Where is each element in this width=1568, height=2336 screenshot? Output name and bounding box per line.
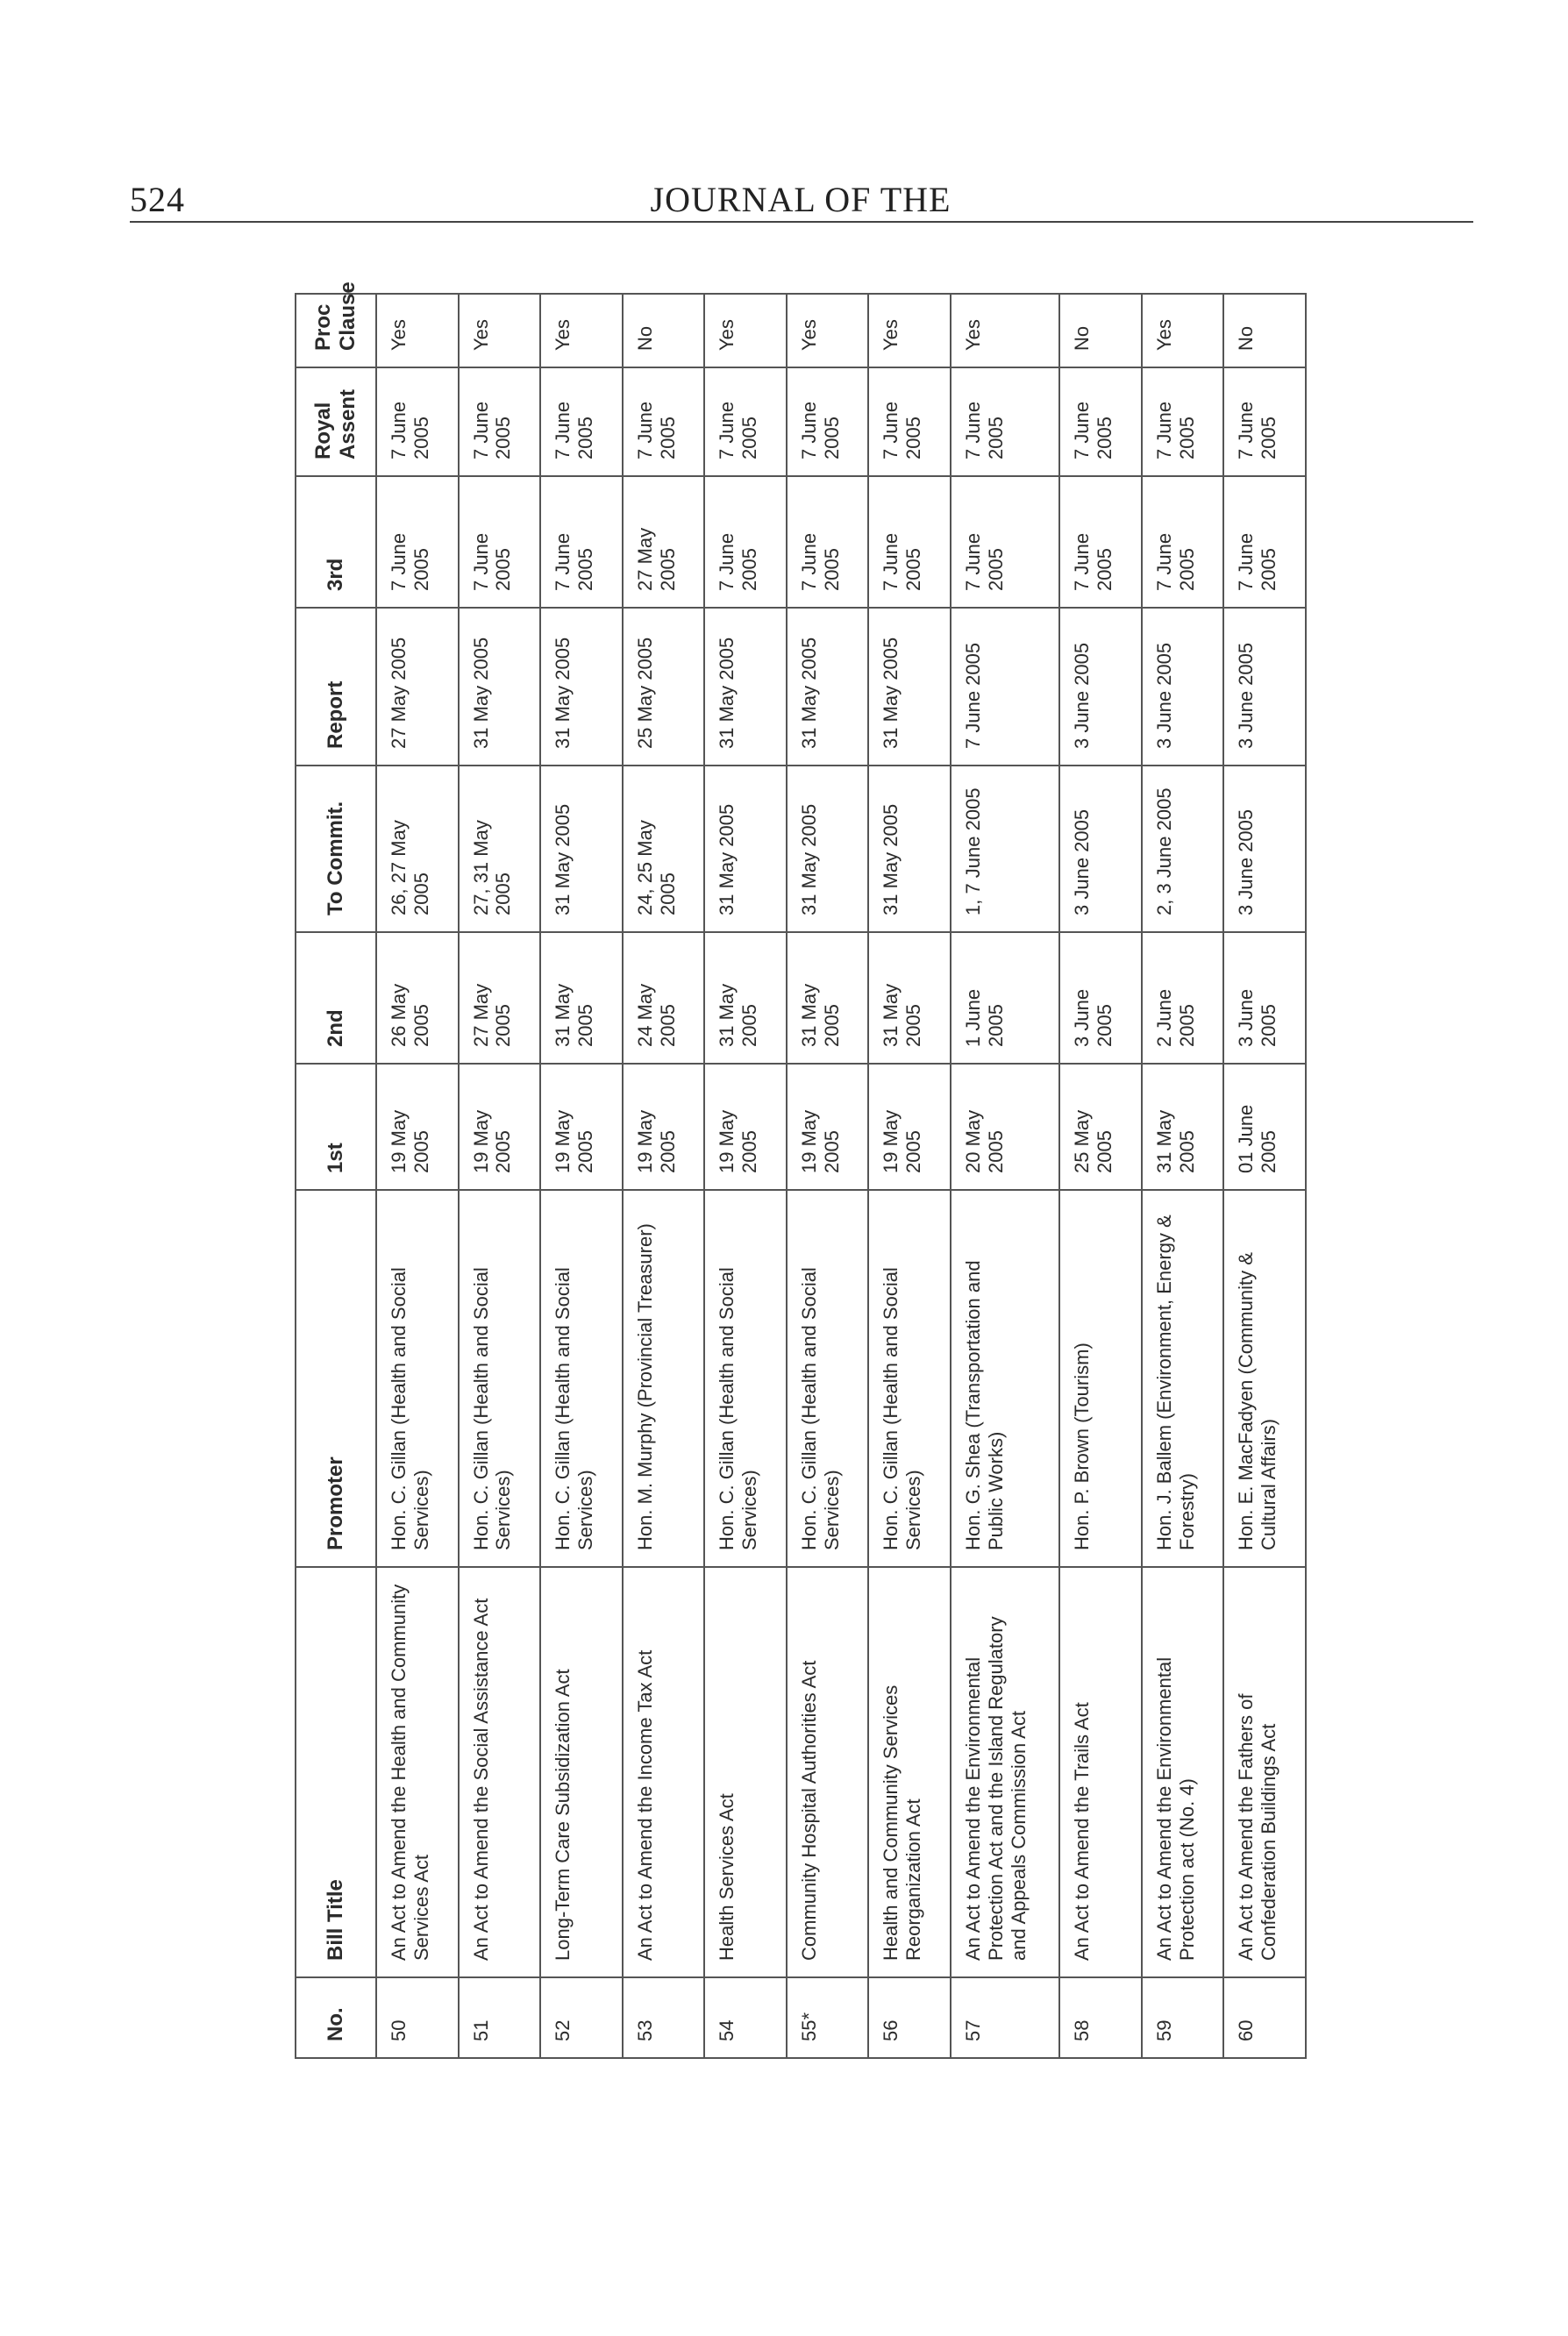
cell-royal-assent: 7 June 2005 [623,367,705,476]
cell-first: 25 May 2005 [1059,1064,1142,1190]
col-header-promoter: Promoter [296,1190,376,1567]
cell-promoter: Hon. C. Gillan (Health and Social Services) [540,1190,623,1567]
cell-report: 3 June 2005 [1059,608,1142,766]
cell-third: 7 June 2005 [787,476,869,608]
cell-second: 31 May 2005 [540,932,623,1064]
col-header-royal-assent: Royal Assent [296,367,376,476]
col-header-proc-clause: Proc Clause [296,294,376,367]
table-row [459,294,541,2058]
cell-report: 3 June 2005 [1142,608,1224,766]
cell-royal-assent: 7 June 2005 [1223,367,1306,476]
table-row [376,294,459,2058]
table-row [1142,294,1224,2058]
cell-proc-clause: Yes [540,294,623,367]
cell-third: 7 June 2005 [868,476,951,608]
cell-first: 19 May 2005 [540,1064,623,1190]
cell-report: 7 June 2005 [951,608,1060,766]
col-header-to-commit: To Commit. [296,766,376,932]
cell-first: 01 June 2005 [1223,1064,1306,1190]
table-header-row [296,294,376,2058]
cell-to-commit: 31 May 2005 [868,766,951,932]
cell-bill-title: An Act to Amend the Social Assistance Act [459,1567,541,1977]
cell-to-commit: 31 May 2005 [787,766,869,932]
cell-to-commit: 3 June 2005 [1059,766,1142,932]
cell-second: 31 May 2005 [704,932,787,1064]
cell-no: 57 [951,1977,1060,2058]
cell-promoter: Hon. C. Gillan (Health and Social Services) [704,1190,787,1567]
cell-report: 3 June 2005 [1223,608,1306,766]
cell-third: 7 June 2005 [1142,476,1224,608]
cell-royal-assent: 7 June 2005 [951,367,1060,476]
cell-report: 31 May 2005 [704,608,787,766]
cell-no: 52 [540,1977,623,2058]
cell-to-commit: 1, 7 June 2005 [951,766,1060,932]
cell-proc-clause: Yes [704,294,787,367]
cell-bill-title: Health Services Act [704,1567,787,1977]
cell-third: 7 June 2005 [376,476,459,608]
cell-second: 27 May 2005 [459,932,541,1064]
cell-no: 58 [1059,1977,1142,2058]
cell-royal-assent: 7 June 2005 [787,367,869,476]
cell-report: 27 May 2005 [376,608,459,766]
cell-report: 25 May 2005 [623,608,705,766]
page-number: 524 [130,180,185,219]
table-row [951,294,1060,2058]
cell-third: 7 June 2005 [951,476,1060,608]
cell-report: 31 May 2005 [459,608,541,766]
cell-royal-assent: 7 June 2005 [1142,367,1224,476]
bills-table-container [295,281,1307,2059]
table-row [787,294,869,2058]
cell-no: 54 [704,1977,787,2058]
header-rule [130,221,1473,223]
cell-to-commit: 24, 25 May 2005 [623,766,705,932]
table-row [540,294,623,2058]
cell-to-commit: 31 May 2005 [704,766,787,932]
cell-bill-title: An Act to Amend the Environmental Protection Act and the Island Regulatory and Appeals Commission Act [951,1567,1060,1977]
journal-title: JOURNAL OF THE [650,180,951,219]
cell-proc-clause: Yes [787,294,869,367]
cell-second: 1 June 2005 [951,932,1060,1064]
cell-promoter: Hon. J. Ballem (Environment, Energy & Forestry) [1142,1190,1224,1567]
cell-royal-assent: 7 June 2005 [868,367,951,476]
table-row [623,294,705,2058]
cell-third: 27 May 2005 [623,476,705,608]
cell-bill-title: An Act to Amend the Trails Act [1059,1567,1142,1977]
cell-royal-assent: 7 June 2005 [704,367,787,476]
cell-first: 19 May 2005 [868,1064,951,1190]
cell-promoter: Hon. E. MacFadyen (Community & Cultural Affairs) [1223,1190,1306,1567]
table-row [1223,294,1306,2058]
cell-proc-clause: Yes [459,294,541,367]
col-header-second: 2nd [296,932,376,1064]
table-row [704,294,787,2058]
cell-bill-title: Health and Community Services Reorganization Act [868,1567,951,1977]
cell-to-commit: 3 June 2005 [1223,766,1306,932]
col-header-first: 1st [296,1064,376,1190]
cell-bill-title: Long-Term Care Subsidization Act [540,1567,623,1977]
cell-no: 59 [1142,1977,1224,2058]
cell-second: 31 May 2005 [868,932,951,1064]
cell-second: 24 May 2005 [623,932,705,1064]
cell-to-commit: 26, 27 May 2005 [376,766,459,932]
cell-report: 31 May 2005 [868,608,951,766]
cell-royal-assent: 7 June 2005 [540,367,623,476]
cell-first: 19 May 2005 [787,1064,869,1190]
cell-no: 53 [623,1977,705,2058]
cell-proc-clause: No [1223,294,1306,367]
cell-bill-title: An Act to Amend the Fathers of Confederation Buildings Act [1223,1567,1306,1977]
cell-no: 51 [459,1977,541,2058]
cell-proc-clause: No [1059,294,1142,367]
table-row [868,294,951,2058]
cell-no: 56 [868,1977,951,2058]
cell-promoter: Hon. G. Shea (Transportation and Public Works) [951,1190,1060,1567]
cell-third: 7 June 2005 [540,476,623,608]
cell-first: 19 May 2005 [704,1064,787,1190]
cell-first: 19 May 2005 [459,1064,541,1190]
table-row [1059,294,1142,2058]
cell-bill-title: Community Hospital Authorities Act [787,1567,869,1977]
cell-promoter: Hon. C. Gillan (Health and Social Services) [787,1190,869,1567]
cell-royal-assent: 7 June 2005 [459,367,541,476]
cell-proc-clause: Yes [1142,294,1224,367]
cell-to-commit: 31 May 2005 [540,766,623,932]
cell-royal-assent: 7 June 2005 [1059,367,1142,476]
cell-proc-clause: No [623,294,705,367]
cell-bill-title: An Act to Amend the Health and Community Services Act [376,1567,459,1977]
cell-second: 3 June 2005 [1223,932,1306,1064]
cell-no: 55* [787,1977,869,2058]
cell-royal-assent: 7 June 2005 [376,367,459,476]
cell-first: 19 May 2005 [623,1064,705,1190]
cell-third: 7 June 2005 [704,476,787,608]
bills-table [295,281,1307,2059]
cell-second: 2 June 2005 [1142,932,1224,1064]
page-header [130,175,1472,237]
cell-promoter: Hon. M. Murphy (Provincial Treasurer) [623,1190,705,1567]
cell-proc-clause: Yes [951,294,1060,367]
cell-no: 50 [376,1977,459,2058]
cell-first: 20 May 2005 [951,1064,1060,1190]
cell-bill-title: An Act to Amend the Environmental Protection act (No. 4) [1142,1567,1224,1977]
cell-second: 26 May 2005 [376,932,459,1064]
cell-no: 60 [1223,1977,1306,2058]
cell-third: 7 June 2005 [1223,476,1306,608]
cell-second: 31 May 2005 [787,932,869,1064]
cell-promoter: Hon. C. Gillan (Health and Social Services) [459,1190,541,1567]
cell-first: 31 May 2005 [1142,1064,1224,1190]
col-header-no: No. [296,1977,376,2058]
col-header-bill-title: Bill Title [296,1567,376,1977]
cell-to-commit: 2, 3 June 2005 [1142,766,1224,932]
cell-report: 31 May 2005 [540,608,623,766]
cell-report: 31 May 2005 [787,608,869,766]
cell-proc-clause: Yes [376,294,459,367]
cell-promoter: Hon. C. Gillan (Health and Social Services) [376,1190,459,1567]
col-header-third: 3rd [296,476,376,608]
cell-second: 3 June 2005 [1059,932,1142,1064]
cell-third: 7 June 2005 [1059,476,1142,608]
cell-third: 7 June 2005 [459,476,541,608]
cell-promoter: Hon. C. Gillan (Health and Social Services) [868,1190,951,1567]
cell-bill-title: An Act to Amend the Income Tax Act [623,1567,705,1977]
cell-to-commit: 27, 31 May 2005 [459,766,541,932]
cell-promoter: Hon. P. Brown (Tourism) [1059,1190,1142,1567]
col-header-report: Report [296,608,376,766]
cell-first: 19 May 2005 [376,1064,459,1190]
cell-proc-clause: Yes [868,294,951,367]
